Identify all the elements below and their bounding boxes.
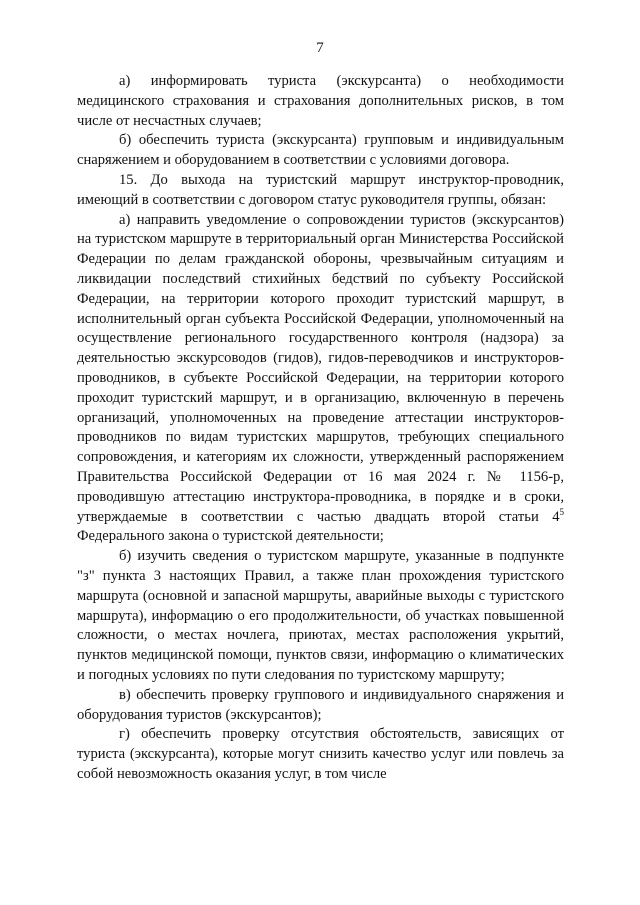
paragraph-15v: в) обеспечить проверку группового и индивидуального снаряжения и оборудования туристов (экскурсантов); <box>77 686 564 723</box>
paragraph-15: 15. До выхода на туристский маршрут инструктор-проводник, имеющий в соответствии с договором статус руководителя группы, обязан: <box>77 171 564 208</box>
page-number: 7 <box>316 40 324 56</box>
paragraph-15a-tail: Федерального закона о туристской деятельности; <box>77 528 384 545</box>
paragraph-15b: б) изучить сведения о туристском маршруте, указанные в подпункте "з" пункта 3 настоящих Правил, а также план прохождения туристского маршрута (основной и запасной маршруты, аварийные выходы с туристского маршрута), информацию о его продолжительности, об участках повышенной сложности, о местах ночлега, приютах, местах расположения укрытий, пунктов медицинской помощи, пунктов связи, информацию о климатических и погодных условиях по пути следования по туристскому маршруту; <box>77 548 564 683</box>
paragraph-15g: г) обеспечить проверку отсутствия обстоятельств, зависящих от туриста (экскурсанта), которые могут снизить качество услуг или повлечь за собой невозможность оказания услуг, в том числе <box>77 726 564 782</box>
document-body <box>77 72 564 785</box>
paragraph-15a-text: а) направить уведомление о сопровождении туристов (экскурсантов) на туристском маршруте в территориальный орган Министерства Российской Федерации по делам гражданской обороны, чрезвычайным ситуациям и ликвидации последствий стихийных бедствий по субъекту Российской Федерации, на территории которого проходит туристский маршрут, в исполнительный орган субъекта Российской Федерации, уполномоченный на осуществление регионального государственного контроля (надзора) за деятельностью экскурсоводов (гидов), гидов-переводчиков и инструкторов-проводников, в субъекте Российской Федерации, на территории которого проходит туристский маршрут, и в организацию, включенную в перечень организаций, уполномоченных на проведение аттестации инструкторов-проводников по видам туристских маршрутов, требующих специального сопровождения, и категориям их сложности, утвержденный распоряжением Правительства Российской Федерации от 16 мая 2024 г. № 1156-р, проводившую аттестацию инструктора-проводника, в порядке и в сроки, утверждаемые в соответствии с частью двадцать второй статьи 4 <box>77 211 564 525</box>
paragraph-14a: а) информировать туриста (экскурсанта) о необходимости медицинского страхования и страхования дополнительных рисков, в том числе от несчастных случаев; <box>77 73 564 129</box>
paragraph-14b: б) обеспечить туриста (экскурсанта) групповым и индивидуальным снаряжением и оборудованием в соответствии с условиями договора. <box>77 132 564 169</box>
paragraph-15a <box>77 211 564 548</box>
article-superscript: 5 <box>559 506 564 517</box>
